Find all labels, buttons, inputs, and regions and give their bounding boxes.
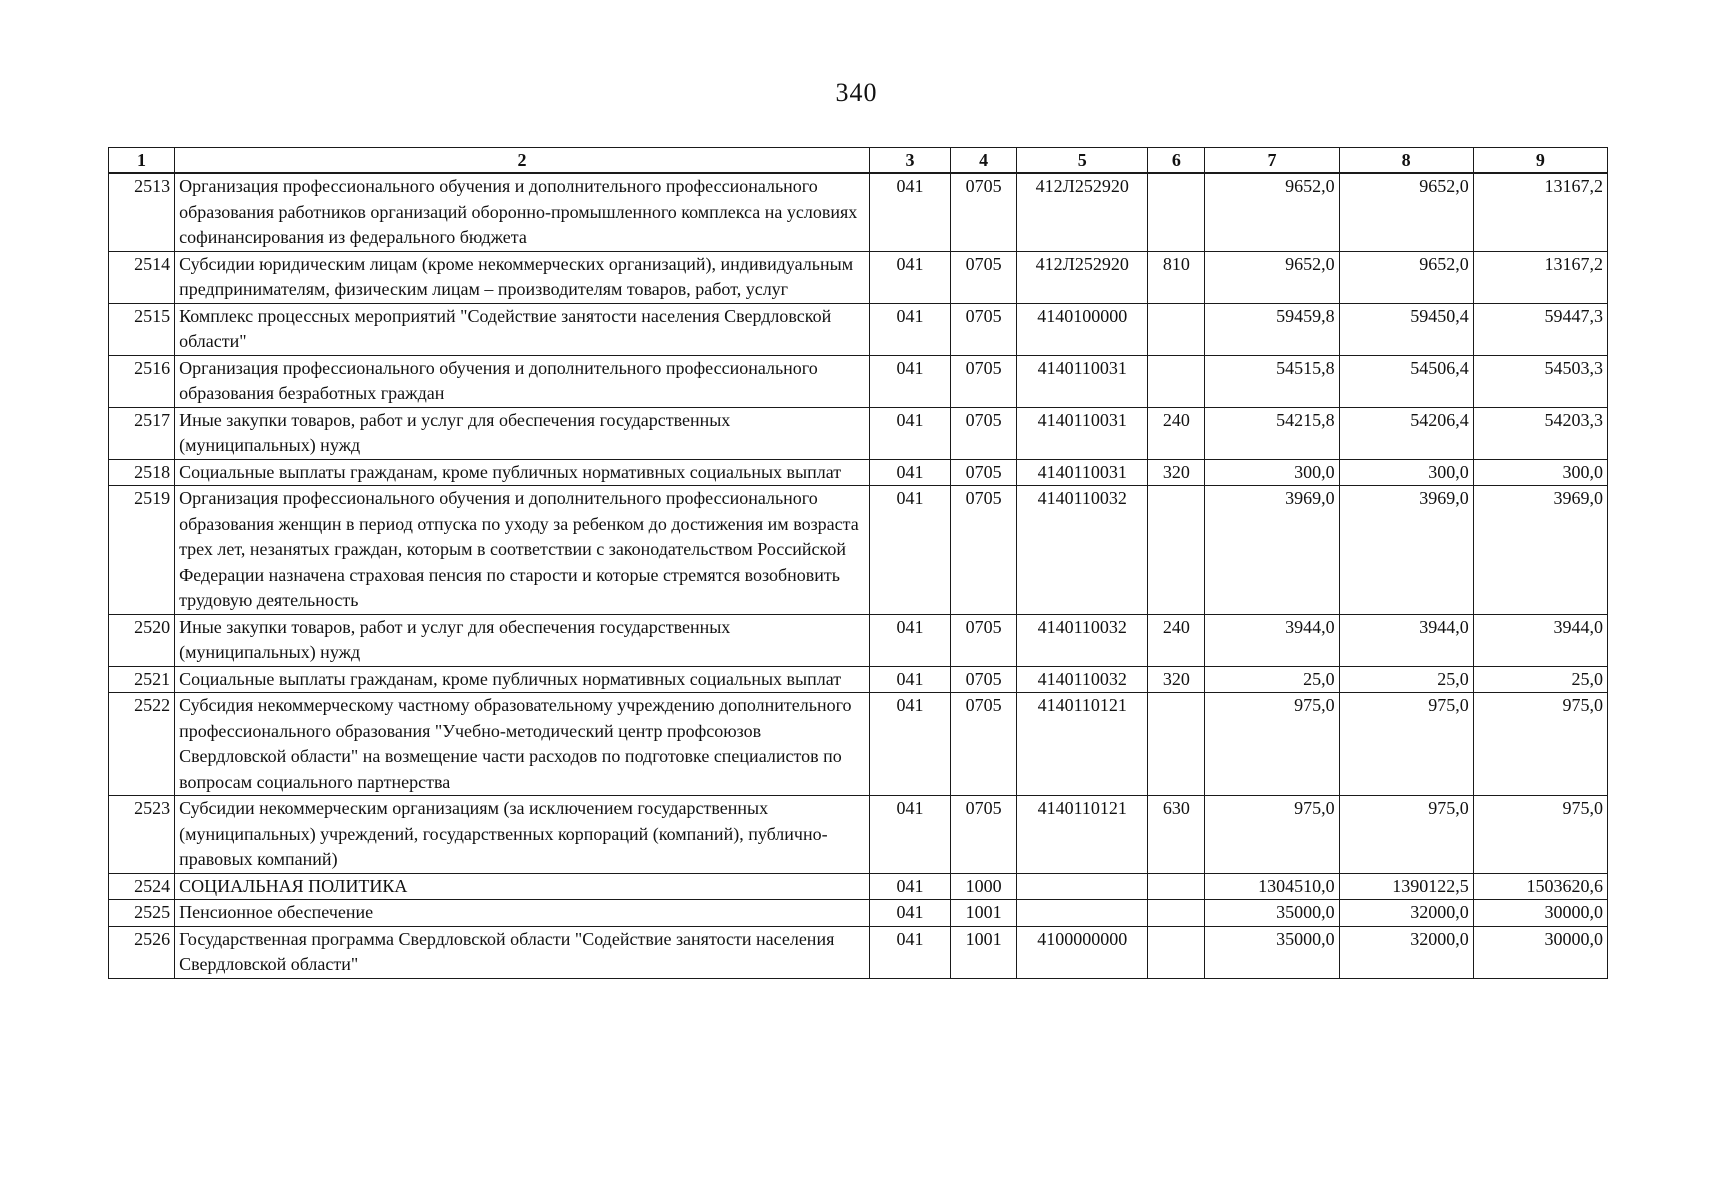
row-description: Иные закупки товаров, работ и услуг для обеспечения государственных (муниципальных) нужд [175,614,870,666]
row-number: 2521 [109,666,175,693]
section-code: 0705 [951,796,1017,874]
row-description: Социальные выплаты гражданам, кроме публичных нормативных социальных выплат [175,459,870,486]
table-row [109,355,1608,407]
section-code: 0705 [951,251,1017,303]
section-code: 1000 [951,873,1017,900]
row-description: Государственная программа Свердловской области "Содействие занятости населения Свердловской области" [175,926,870,978]
target-article-code [1017,900,1148,927]
table-row [109,459,1608,486]
amount-year-3: 30000,0 [1473,926,1607,978]
amount-year-1: 9652,0 [1205,173,1339,251]
table-row [109,693,1608,796]
amount-year-3: 59447,3 [1473,303,1607,355]
amount-year-2: 3944,0 [1339,614,1473,666]
row-number: 2517 [109,407,175,459]
amount-year-2: 9652,0 [1339,251,1473,303]
column-header-6: 6 [1148,148,1205,174]
column-header-3: 3 [870,148,951,174]
ministry-code: 041 [870,355,951,407]
section-code: 0705 [951,486,1017,615]
table-row [109,614,1608,666]
amount-year-3: 25,0 [1473,666,1607,693]
row-number: 2523 [109,796,175,874]
amount-year-1: 59459,8 [1205,303,1339,355]
expense-type-code: 320 [1148,459,1205,486]
row-number: 2516 [109,355,175,407]
row-number: 2514 [109,251,175,303]
target-article-code: 4100000000 [1017,926,1148,978]
row-number: 2515 [109,303,175,355]
section-code: 0705 [951,693,1017,796]
row-description: Организация профессионального обучения и дополнительного профессионального образования женщин в период отпуска по уходу за ребенком до достижения им возраста трех лет, незанятых граждан, которым в соответствии с законодательством Российской Федерации назначена страховая пенсия по старости и которые стремятся возобновить трудовую деятельность [175,486,870,615]
row-number: 2525 [109,900,175,927]
ministry-code: 041 [870,303,951,355]
row-description: Комплекс процессных мероприятий "Содействие занятости населения Свердловской области" [175,303,870,355]
table-row [109,303,1608,355]
expense-type-code [1148,486,1205,615]
amount-year-3: 3944,0 [1473,614,1607,666]
amount-year-1: 35000,0 [1205,926,1339,978]
amount-year-2: 975,0 [1339,796,1473,874]
column-header-4: 4 [951,148,1017,174]
ministry-code: 041 [870,173,951,251]
ministry-code: 041 [870,873,951,900]
target-article-code: 4140110031 [1017,407,1148,459]
amount-year-2: 975,0 [1339,693,1473,796]
amount-year-3: 54203,3 [1473,407,1607,459]
column-header-1: 1 [109,148,175,174]
target-article-code: 4140110032 [1017,486,1148,615]
target-article-code [1017,873,1148,900]
amount-year-3: 13167,2 [1473,173,1607,251]
amount-year-2: 32000,0 [1339,900,1473,927]
table-row [109,173,1608,251]
table-row [109,873,1608,900]
expense-type-code [1148,900,1205,927]
table-row [109,926,1608,978]
expense-type-code [1148,693,1205,796]
amount-year-3: 13167,2 [1473,251,1607,303]
amount-year-2: 1390122,5 [1339,873,1473,900]
section-code: 0705 [951,355,1017,407]
amount-year-1: 25,0 [1205,666,1339,693]
row-number: 2520 [109,614,175,666]
amount-year-3: 1503620,6 [1473,873,1607,900]
amount-year-2: 32000,0 [1339,926,1473,978]
amount-year-3: 30000,0 [1473,900,1607,927]
ministry-code: 041 [870,900,951,927]
amount-year-2: 59450,4 [1339,303,1473,355]
ministry-code: 041 [870,666,951,693]
column-header-2: 2 [175,148,870,174]
target-article-code: 4140110121 [1017,693,1148,796]
column-header-7: 7 [1205,148,1339,174]
header-row [109,148,1608,174]
row-description: Субсидия некоммерческому частному образовательному учреждению дополнительного профессионального образования "Учебно-методический центр профсоюзов Свердловской области" на возмещение части расходов по подготовке специалистов по вопросам социального партнерства [175,693,870,796]
amount-year-3: 3969,0 [1473,486,1607,615]
target-article-code: 4140110032 [1017,666,1148,693]
table-row [109,796,1608,874]
row-description: Иные закупки товаров, работ и услуг для обеспечения государственных (муниципальных) нужд [175,407,870,459]
ministry-code: 041 [870,926,951,978]
amount-year-2: 3969,0 [1339,486,1473,615]
amount-year-1: 1304510,0 [1205,873,1339,900]
expense-type-code [1148,873,1205,900]
row-description: Пенсионное обеспечение [175,900,870,927]
row-number: 2513 [109,173,175,251]
ministry-code: 041 [870,459,951,486]
table-row [109,407,1608,459]
table-row [109,251,1608,303]
ministry-code: 041 [870,693,951,796]
row-number: 2519 [109,486,175,615]
expense-type-code [1148,926,1205,978]
table-header [109,148,1608,174]
amount-year-1: 54215,8 [1205,407,1339,459]
amount-year-1: 300,0 [1205,459,1339,486]
column-header-5: 5 [1017,148,1148,174]
section-code: 0705 [951,614,1017,666]
amount-year-2: 300,0 [1339,459,1473,486]
amount-year-3: 300,0 [1473,459,1607,486]
expense-type-code: 240 [1148,407,1205,459]
section-code: 0705 [951,666,1017,693]
ministry-code: 041 [870,614,951,666]
target-article-code: 412Л252920 [1017,173,1148,251]
expense-type-code: 240 [1148,614,1205,666]
section-code: 0705 [951,303,1017,355]
section-code: 0705 [951,173,1017,251]
amount-year-1: 3944,0 [1205,614,1339,666]
target-article-code: 4140110121 [1017,796,1148,874]
section-code: 0705 [951,407,1017,459]
expense-type-code [1148,303,1205,355]
table-row [109,486,1608,615]
row-number: 2518 [109,459,175,486]
amount-year-1: 975,0 [1205,796,1339,874]
row-number: 2522 [109,693,175,796]
ministry-code: 041 [870,407,951,459]
amount-year-1: 9652,0 [1205,251,1339,303]
row-description: Организация профессионального обучения и дополнительного профессионального образования работников организаций оборонно-промышленного комплекса на условиях софинансирования из федерального бюджета [175,173,870,251]
section-code: 1001 [951,926,1017,978]
row-description: Субсидии юридическим лицам (кроме некоммерческих организаций), индивидуальным предпринимателям, физическим лицам – производителям товаров, работ, услуг [175,251,870,303]
expense-type-code [1148,355,1205,407]
page-number: 340 [835,78,878,107]
row-description: СОЦИАЛЬНАЯ ПОЛИТИКА [175,873,870,900]
ministry-code: 041 [870,796,951,874]
target-article-code: 412Л252920 [1017,251,1148,303]
target-article-code: 4140110031 [1017,459,1148,486]
expense-type-code: 320 [1148,666,1205,693]
table-row [109,900,1608,927]
ministry-code: 041 [870,251,951,303]
row-description: Субсидии некоммерческим организациям (за исключением государственных (муниципальных) учреждений, государственных корпораций (компаний), публично-правовых компаний) [175,796,870,874]
section-code: 0705 [951,459,1017,486]
amount-year-1: 35000,0 [1205,900,1339,927]
row-description: Организация профессионального обучения и дополнительного профессионального образования безработных граждан [175,355,870,407]
column-header-8: 8 [1339,148,1473,174]
table-row [109,666,1608,693]
row-number: 2526 [109,926,175,978]
budget-table [108,147,1608,979]
amount-year-1: 3969,0 [1205,486,1339,615]
table-body [109,173,1608,978]
amount-year-3: 54503,3 [1473,355,1607,407]
amount-year-3: 975,0 [1473,693,1607,796]
expense-type-code [1148,173,1205,251]
row-description: Социальные выплаты гражданам, кроме публичных нормативных социальных выплат [175,666,870,693]
ministry-code: 041 [870,486,951,615]
amount-year-3: 975,0 [1473,796,1607,874]
amount-year-1: 54515,8 [1205,355,1339,407]
amount-year-1: 975,0 [1205,693,1339,796]
expense-type-code: 630 [1148,796,1205,874]
target-article-code: 4140110032 [1017,614,1148,666]
amount-year-2: 54506,4 [1339,355,1473,407]
section-code: 1001 [951,900,1017,927]
target-article-code: 4140110031 [1017,355,1148,407]
column-header-9: 9 [1473,148,1607,174]
amount-year-2: 9652,0 [1339,173,1473,251]
amount-year-2: 54206,4 [1339,407,1473,459]
target-article-code: 4140100000 [1017,303,1148,355]
row-number: 2524 [109,873,175,900]
amount-year-2: 25,0 [1339,666,1473,693]
expense-type-code: 810 [1148,251,1205,303]
